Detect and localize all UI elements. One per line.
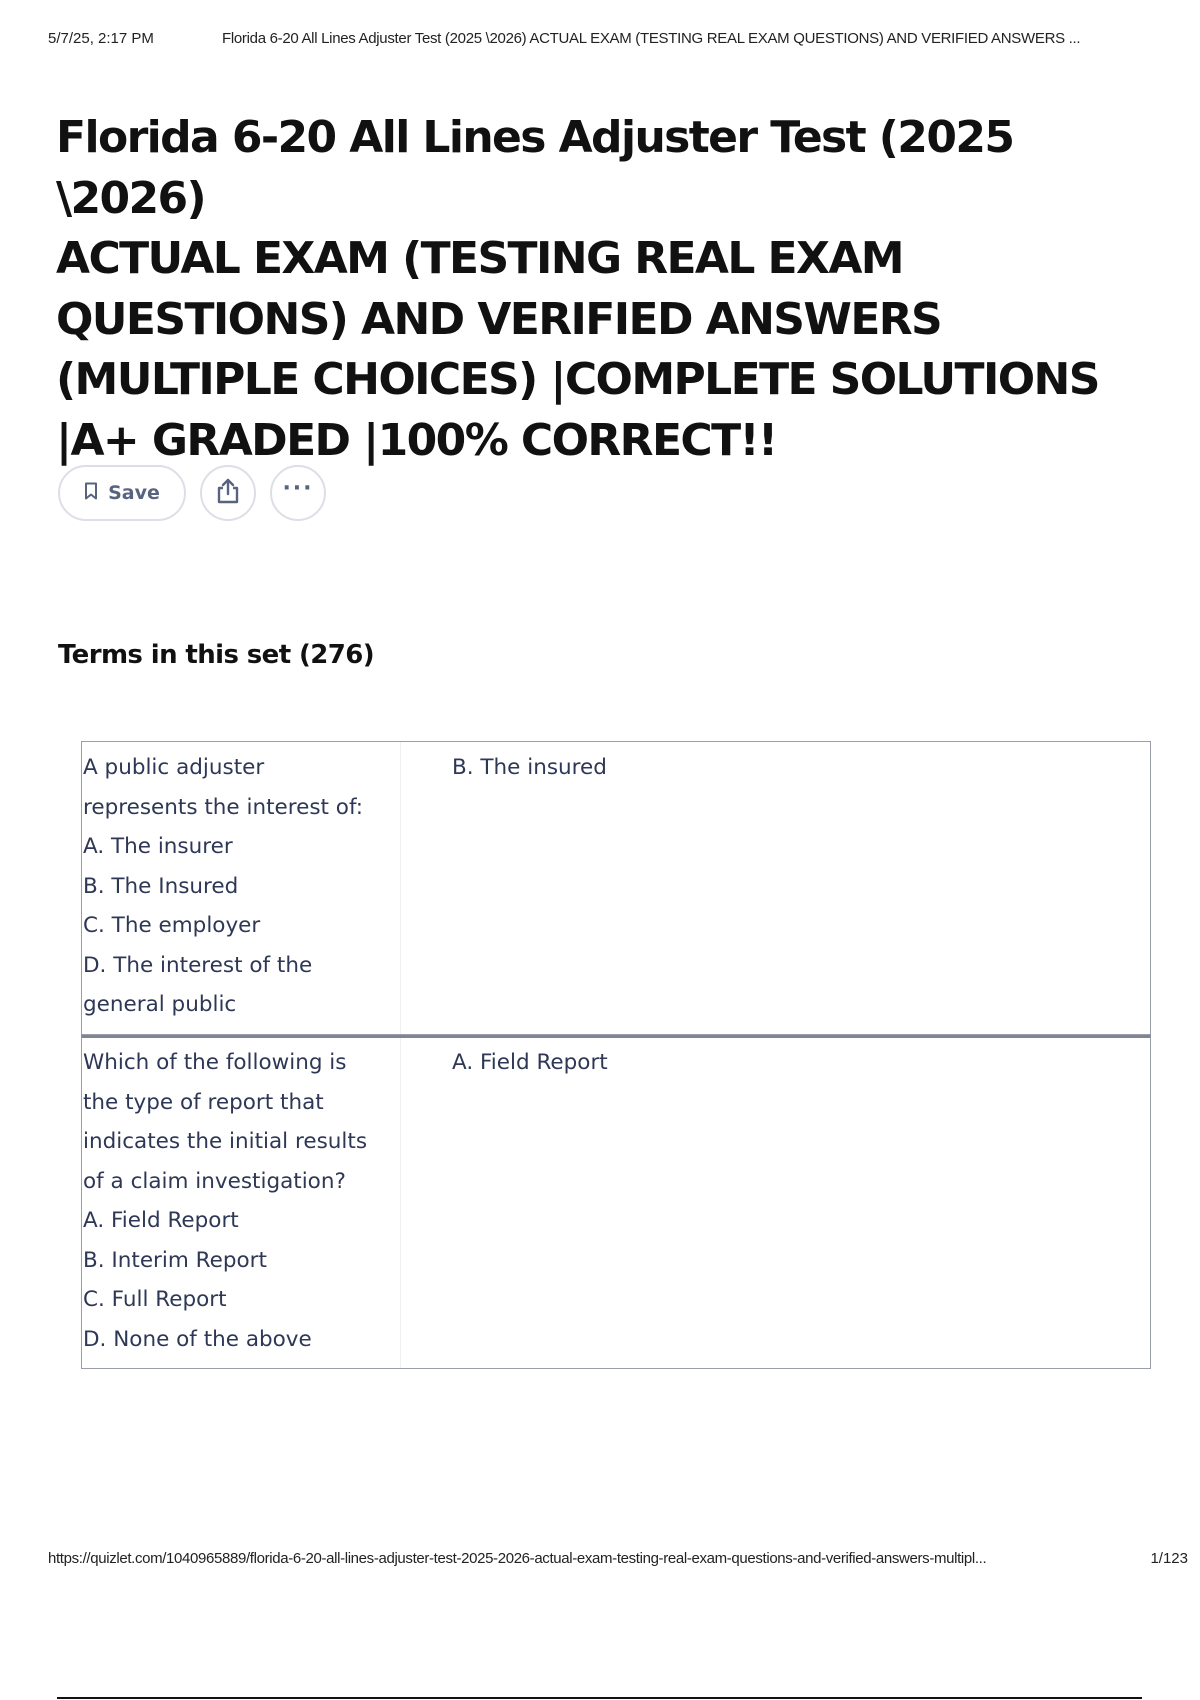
share-button[interactable]	[200, 465, 256, 521]
terms-heading: Terms in this set (276)	[58, 640, 375, 670]
page-title-line: ACTUAL EXAM (TESTING REAL EXAM	[56, 233, 903, 284]
page-title-line: Florida 6-20 All Lines Adjuster Test (2025 \2026)	[56, 112, 1014, 224]
page-title	[56, 108, 1156, 471]
share-icon	[215, 477, 241, 510]
more-icon: ···	[282, 476, 314, 501]
term-line: D. None of the above	[83, 1326, 312, 1352]
term-line: indicates the initial results	[83, 1129, 368, 1154]
definition-text: A. Field Report	[452, 1050, 608, 1075]
term-line: general public	[83, 992, 237, 1017]
divider	[57, 1697, 1142, 1699]
term-text	[82, 742, 401, 1034]
action-bar	[58, 464, 326, 522]
page-title-line: (MULTIPLE CHOICES) |COMPLETE SOLUTIONS	[56, 354, 1099, 405]
term-line: A. The insurer	[83, 834, 233, 859]
term-card	[81, 741, 1151, 1035]
page-title-line: |A+ GRADED |100% CORRECT!!	[56, 414, 777, 466]
more-options-button[interactable]	[270, 465, 326, 521]
term-line: of a claim investigation?	[83, 1168, 346, 1194]
print-header	[48, 30, 1188, 50]
term-line: Which of the following is	[83, 1050, 347, 1075]
term-line: B. The Insured	[83, 873, 239, 899]
term-line: D. The interest of the	[83, 952, 313, 978]
term-card	[81, 1035, 1151, 1369]
print-footer	[48, 1550, 1188, 1570]
term-line: the type of report that	[83, 1089, 324, 1115]
save-button-label: Save	[108, 482, 160, 504]
print-page-number: 1/123	[1150, 1550, 1188, 1567]
definition-text: B. The insured	[452, 755, 607, 780]
print-date: 5/7/25, 2:17 PM	[48, 30, 154, 47]
term-line: B. Interim Report	[83, 1247, 267, 1273]
term-line: A. Field Report	[83, 1208, 239, 1233]
save-button[interactable]	[58, 465, 186, 521]
print-url: https://quizlet.com/1040965889/florida-6-20-all-lines-adjuster-test-2025-2026-actual-exam-testing-real-exam-questions-and-verified-answers-multipl...	[48, 1550, 987, 1567]
term-text	[82, 1038, 401, 1368]
term-line: A public adjuster	[83, 755, 265, 780]
print-document-title: Florida 6-20 All Lines Adjuster Test (2025 \2026) ACTUAL EXAM (TESTING REAL EXAM QUESTIONS) AND VERIFIED ANSWERS ...	[222, 30, 1081, 47]
page-title-line: QUESTIONS) AND VERIFIED ANSWERS	[56, 293, 942, 345]
term-line: C. The employer	[83, 913, 261, 938]
bookmark-icon	[84, 482, 98, 505]
term-line: represents the interest of:	[83, 794, 363, 820]
term-line: C. Full Report	[83, 1287, 227, 1312]
